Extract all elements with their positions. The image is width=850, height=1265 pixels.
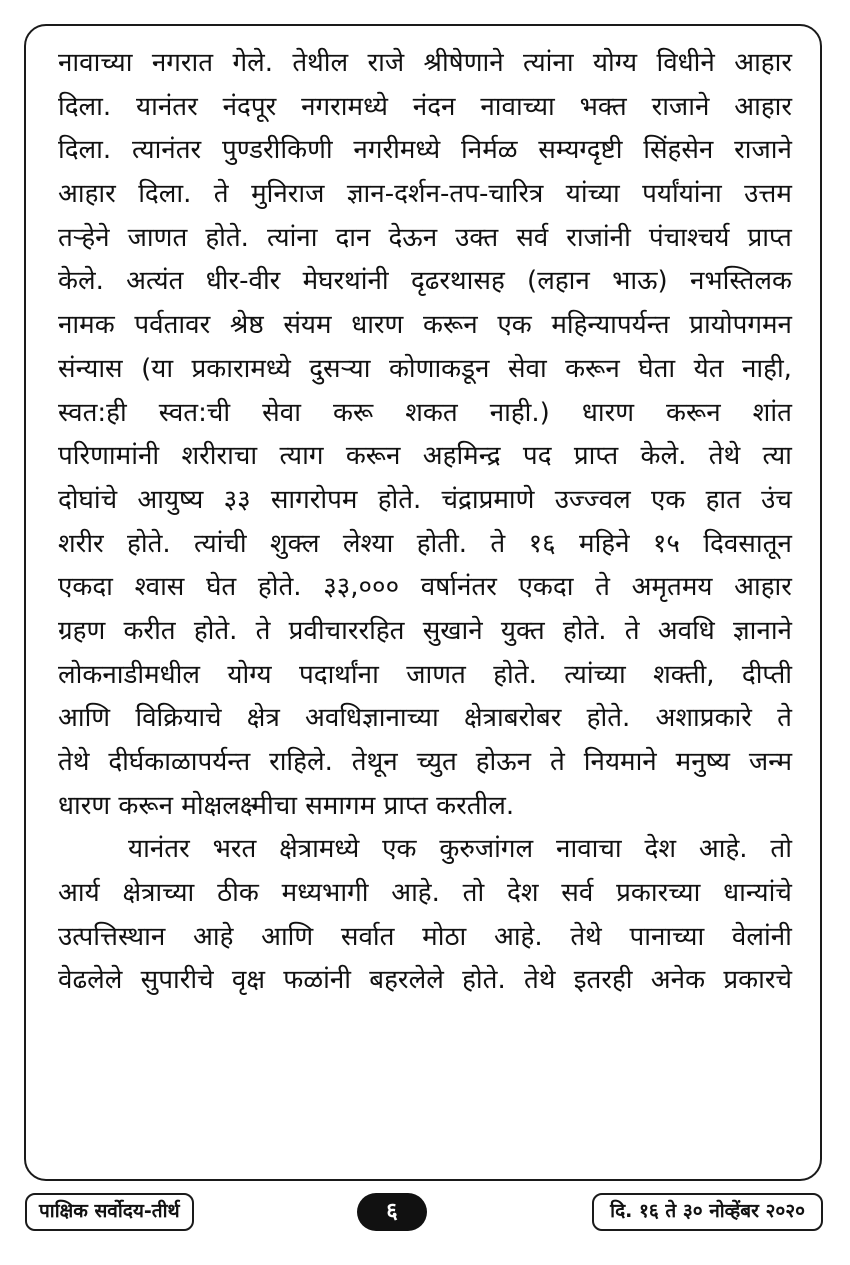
- text-line: परिणामांनी शरीराचा त्याग करून अहमिन्द्र पद प्राप्त केले. तेथे त्या: [58, 441, 792, 472]
- text-line: ग्रहण करीत होते. ते प्रवीचाररहित सुखाने युक्त होते. ते अवधि ज्ञानाने: [58, 615, 792, 646]
- text-line: स्वत:ही स्वत:ची सेवा करू शकत नाही.) धारण करून शांत: [58, 397, 792, 428]
- page-footer: [0, 1193, 850, 1235]
- text-line: केले. अत्यंत धीर-वीर मेघरथांनी दृढरथासह (लहान भाऊ) नभस्तिलक: [58, 266, 792, 297]
- text-line: नामक पर्वतावर श्रेष्ठ संयम धारण करून एक महिन्यापर्यन्त प्रायोपगमन: [58, 310, 792, 341]
- text-line: धारण करून मोक्षलक्ष्मीचा समागम प्राप्त करतील.: [58, 790, 515, 821]
- body-text: [58, 42, 792, 1003]
- text-line: आहार दिला. ते मुनिराज ज्ञान-दर्शन-तप-चारित्र यांच्या पर्यांयांना उत्तम: [58, 179, 792, 210]
- text-line: उत्पत्तिस्थान आहे आणि सर्वात मोठा आहे. तेथे पानाच्या वेलांनी: [58, 921, 792, 952]
- text-line: दिला. यानंतर नंदपूर नगरामध्ये नंदन नावाच्या भक्त राजाने आहार: [58, 91, 792, 122]
- publication-name: पाक्षिक सर्वोदय-तीर्थ: [25, 1193, 194, 1231]
- text-line: आर्य क्षेत्राच्या ठीक मध्यभागी आहे. तो देश सर्व प्रकारच्या धान्यांचे: [58, 878, 792, 909]
- text-line: एकदा श्वास घेत होते. ३३,००० वर्षानंतर एकदा ते अमृतमय आहार: [58, 572, 792, 603]
- text-line: दोघांचे आयुष्य ३३ सागरोपम होते. चंद्राप्रमाणे उज्ज्वल एक हात उंच: [58, 484, 792, 515]
- text-line: वेढलेले सुपारीचे वृक्ष फळांनी बहरलेले होते. तेथे इतरही अनेक प्रकारचे: [58, 965, 792, 996]
- text-line: लोकनाडीमधील योग्य पदार्थांना जाणत होते. त्यांच्या शक्ती, दीप्ती: [58, 659, 792, 690]
- text-line: तऱ्हेने जाणत होते. त्यांना दान देऊन उक्त सर्व राजांनी पंचाश्चर्य प्राप्त: [58, 222, 792, 253]
- text-line: शरीर होते. त्यांची शुक्ल लेश्या होती. ते १६ महिने १५ दिवसातून: [58, 528, 792, 559]
- issue-date: दि. १६ ते ३० नोव्हेंबर २०२०: [592, 1193, 823, 1231]
- text-line: तेथे दीर्घकाळापर्यन्त राहिले. तेथून च्युत होऊन ते नियमाने मनुष्य जन्म: [58, 747, 792, 777]
- text-line: आणि विक्रियाचे क्षेत्र अवधिज्ञानाच्या क्षेत्राबरोबर होते. अशाप्रकारे ते: [58, 703, 792, 734]
- text-line: संन्यास (या प्रकारामध्ये दुसऱ्या कोणाकडून सेवा करून घेता येत नाही,: [58, 353, 792, 384]
- text-line: दिला. त्यानंतर पुण्डरीकिणी नगरीमध्ये निर्मळ सम्यग्दृष्टी सिंहसेन राजाने: [58, 135, 792, 166]
- page-number: ६: [357, 1193, 427, 1231]
- text-line: यानंतर भरत क्षेत्रामध्ये एक कुरुजांगल नावाचा देश आहे. तो: [128, 834, 792, 865]
- text-line: नावाच्या नगरात गेले. तेथील राजे श्रीषेणाने त्यांना योग्य विधीने आहार: [58, 48, 792, 78]
